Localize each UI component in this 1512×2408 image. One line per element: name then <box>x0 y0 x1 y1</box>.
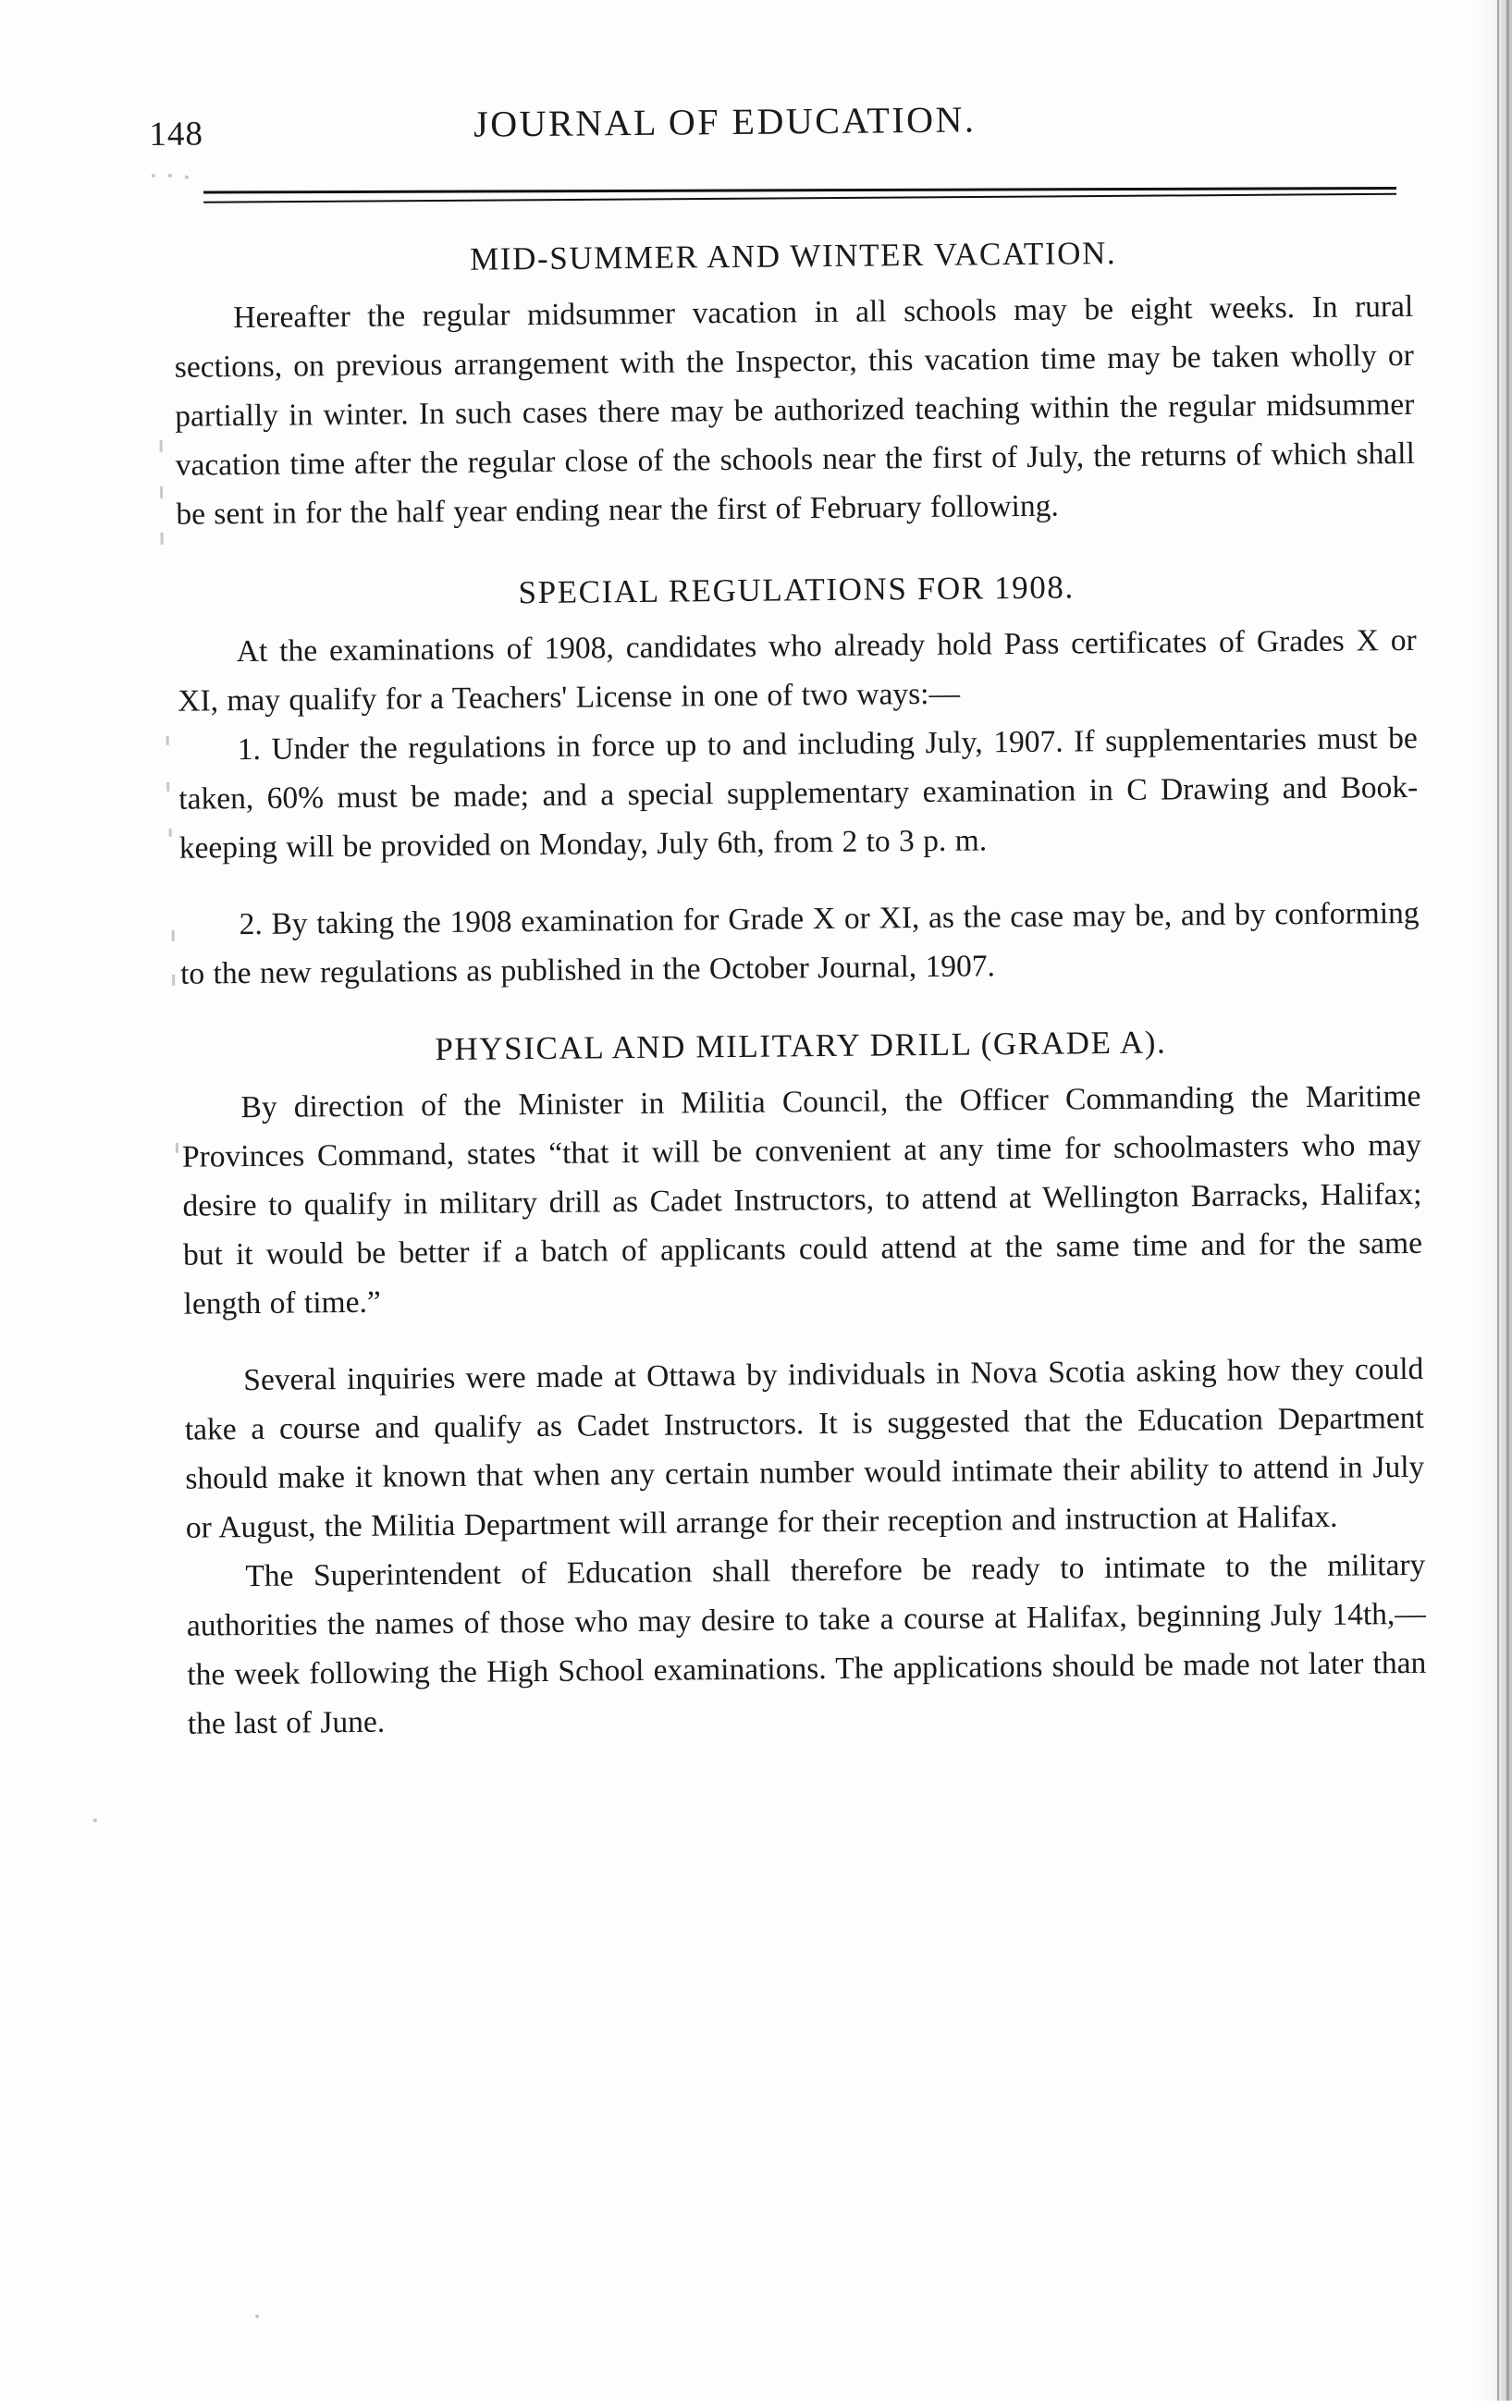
margin-speck <box>176 1143 178 1153</box>
margin-dot <box>93 1819 97 1823</box>
header-rule <box>203 187 1396 194</box>
margin-speck <box>161 533 164 545</box>
paragraph: Several inquiries were made at Ottawa by individuals in Nova Scotia asking how they could take a course and qualify as Cadet Instructors. It is suggested that the Education Department should make it known that when any certain number would intimate their ability to attend in July or August, the Militia Department will arrange for their reception and instruction at Halifax. <box>184 1351 1425 1545</box>
paragraph: Hereafter the regular midsummer vacation in all schools may be eight weeks. In rural sections, on previous arrangement with the Inspector, this vacation time may be taken wholly or partially in winter. In such cases there may be authorized teaching within the regular midsummer vacation time after the regular close of the schools near the first of July, the returns of which shall be sent in for the half year ending near the first of February following. <box>174 289 1415 532</box>
page-number: 148 <box>149 115 204 154</box>
paragraph-item-1: 1. Under the regulations in force up to and including July, 1907. If supplementaries must be taken, 60% must be made; and a special supplementary examination in C Drawing and Book-keeping will be provided on Monday, July 6th, from 2 to 3 p. m. <box>178 720 1419 866</box>
section-heading-special-regulations: SPECIAL REGULATIONS FOR 1908. <box>518 569 1075 611</box>
margin-speck <box>166 782 169 792</box>
margin-dot <box>255 2315 259 2318</box>
paragraph-item-2: 2. By taking the 1908 examination for Grade X or XI, as the case may be, and by conforming to the new regulations as published in the October Journal, 1907. <box>179 895 1420 991</box>
margin-speck <box>172 930 175 941</box>
margin-speck <box>160 440 163 452</box>
scan-edge-line <box>1497 0 1499 2401</box>
paragraph: The Superintendent of Education shall therefore be ready to intimate to the military authorities the names of those who may desire to take a course at Halifax, beginning July 14th,—the week following the High School examinations. The applications should be made not later than the last of June. <box>186 1547 1427 1741</box>
margin-speck <box>160 486 163 498</box>
scan-edge-line-outer <box>1506 0 1509 2401</box>
header-rule-secondary <box>203 193 1396 203</box>
paragraph: By direction of the Minister in Militia Council, the Officer Commanding the Maritime Provinces Command, states “that it will be convenient at any time for schoolmasters who may desire to qualify in military drill as Cadet Instructors, to attend at Wellington Barracks, Halifax; but it would be better if a batch of applicants could attend at the same time and for the same length of time.” <box>181 1078 1423 1321</box>
article-body <box>173 215 1427 1749</box>
section-heading-physical-military-drill: PHYSICAL AND MILITARY DRILL (GRADE A). <box>435 1024 1167 1068</box>
margin-dot <box>152 174 155 178</box>
section-heading-vacation: MID-SUMMER AND WINTER VACATION. <box>469 234 1117 277</box>
margin-dot <box>168 174 172 178</box>
paragraph: At the examinations of 1908, candidates who already hold Pass certificates of Grades X or XI, may qualify for a Teachers' License in one of two ways:— <box>178 622 1417 719</box>
running-head: JOURNAL OF EDUCATION. <box>473 98 977 145</box>
margin-dot <box>185 176 189 179</box>
margin-speck <box>172 975 175 986</box>
margin-speck <box>169 829 172 837</box>
margin-speck <box>166 736 169 745</box>
